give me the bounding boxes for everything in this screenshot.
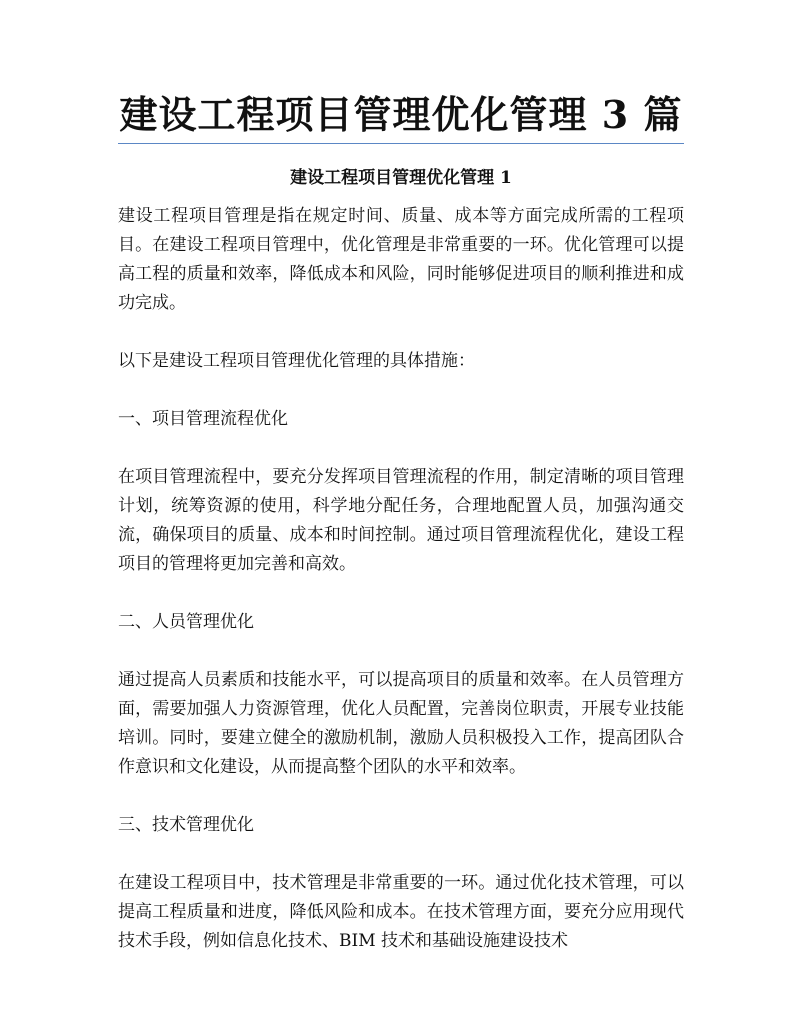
paragraph-personnel-optimization: 通过提高人员素质和技能水平，可以提高项目的质量和效率。在人员管理方面，需要加强人力资源管理，优化人员配置，完善岗位职责，开展专业技能培训。同时，要建立健全的激励机制，激励人员积极投入工作，提高团队合作意识和文化建设，从而提高整个团队的水平和效率。 [118,670,684,777]
heading-personnel-optimization: 二、人员管理优化 [118,612,254,632]
paragraph-measures-intro: 以下是建设工程项目管理优化管理的具体措施： [118,351,475,371]
title-divider [118,143,684,144]
document-title: 建设工程项目管理优化管理 3 篇 [119,92,683,137]
paragraph-technology-optimization: 在建设工程项目中，技术管理是非常重要的一环。通过优化技术管理，可以提高工程质量和进度，降低风险和成本。在技术管理方面，要充分应用现代技术手段，例如信息化技术、BIM 技术和基础设施建设技术 [118,873,684,951]
document-body [118,202,684,985]
paragraph-process-optimization: 在项目管理流程中，要充分发挥项目管理流程的作用，制定清晰的项目管理计划，统筹资源的使用，科学地分配任务，合理地配置人员，加强沟通交流，确保项目的质量、成本和时间控制。通过项目管理流程优化，建设工程项目的管理将更加完善和高效。 [118,467,684,574]
heading-process-optimization: 一、项目管理流程优化 [118,409,288,429]
heading-technology-optimization: 三、技术管理优化 [118,815,254,835]
paragraph-intro: 建设工程项目管理是指在规定时间、质量、成本等方面完成所需的工程项目。在建设工程项目管理中，优化管理是非常重要的一环。优化管理可以提高工程的质量和效率，降低成本和风险，同时能够促进项目的顺利推进和成功完成。 [118,206,684,313]
section-title: 建设工程项目管理优化管理 1 [290,168,512,188]
